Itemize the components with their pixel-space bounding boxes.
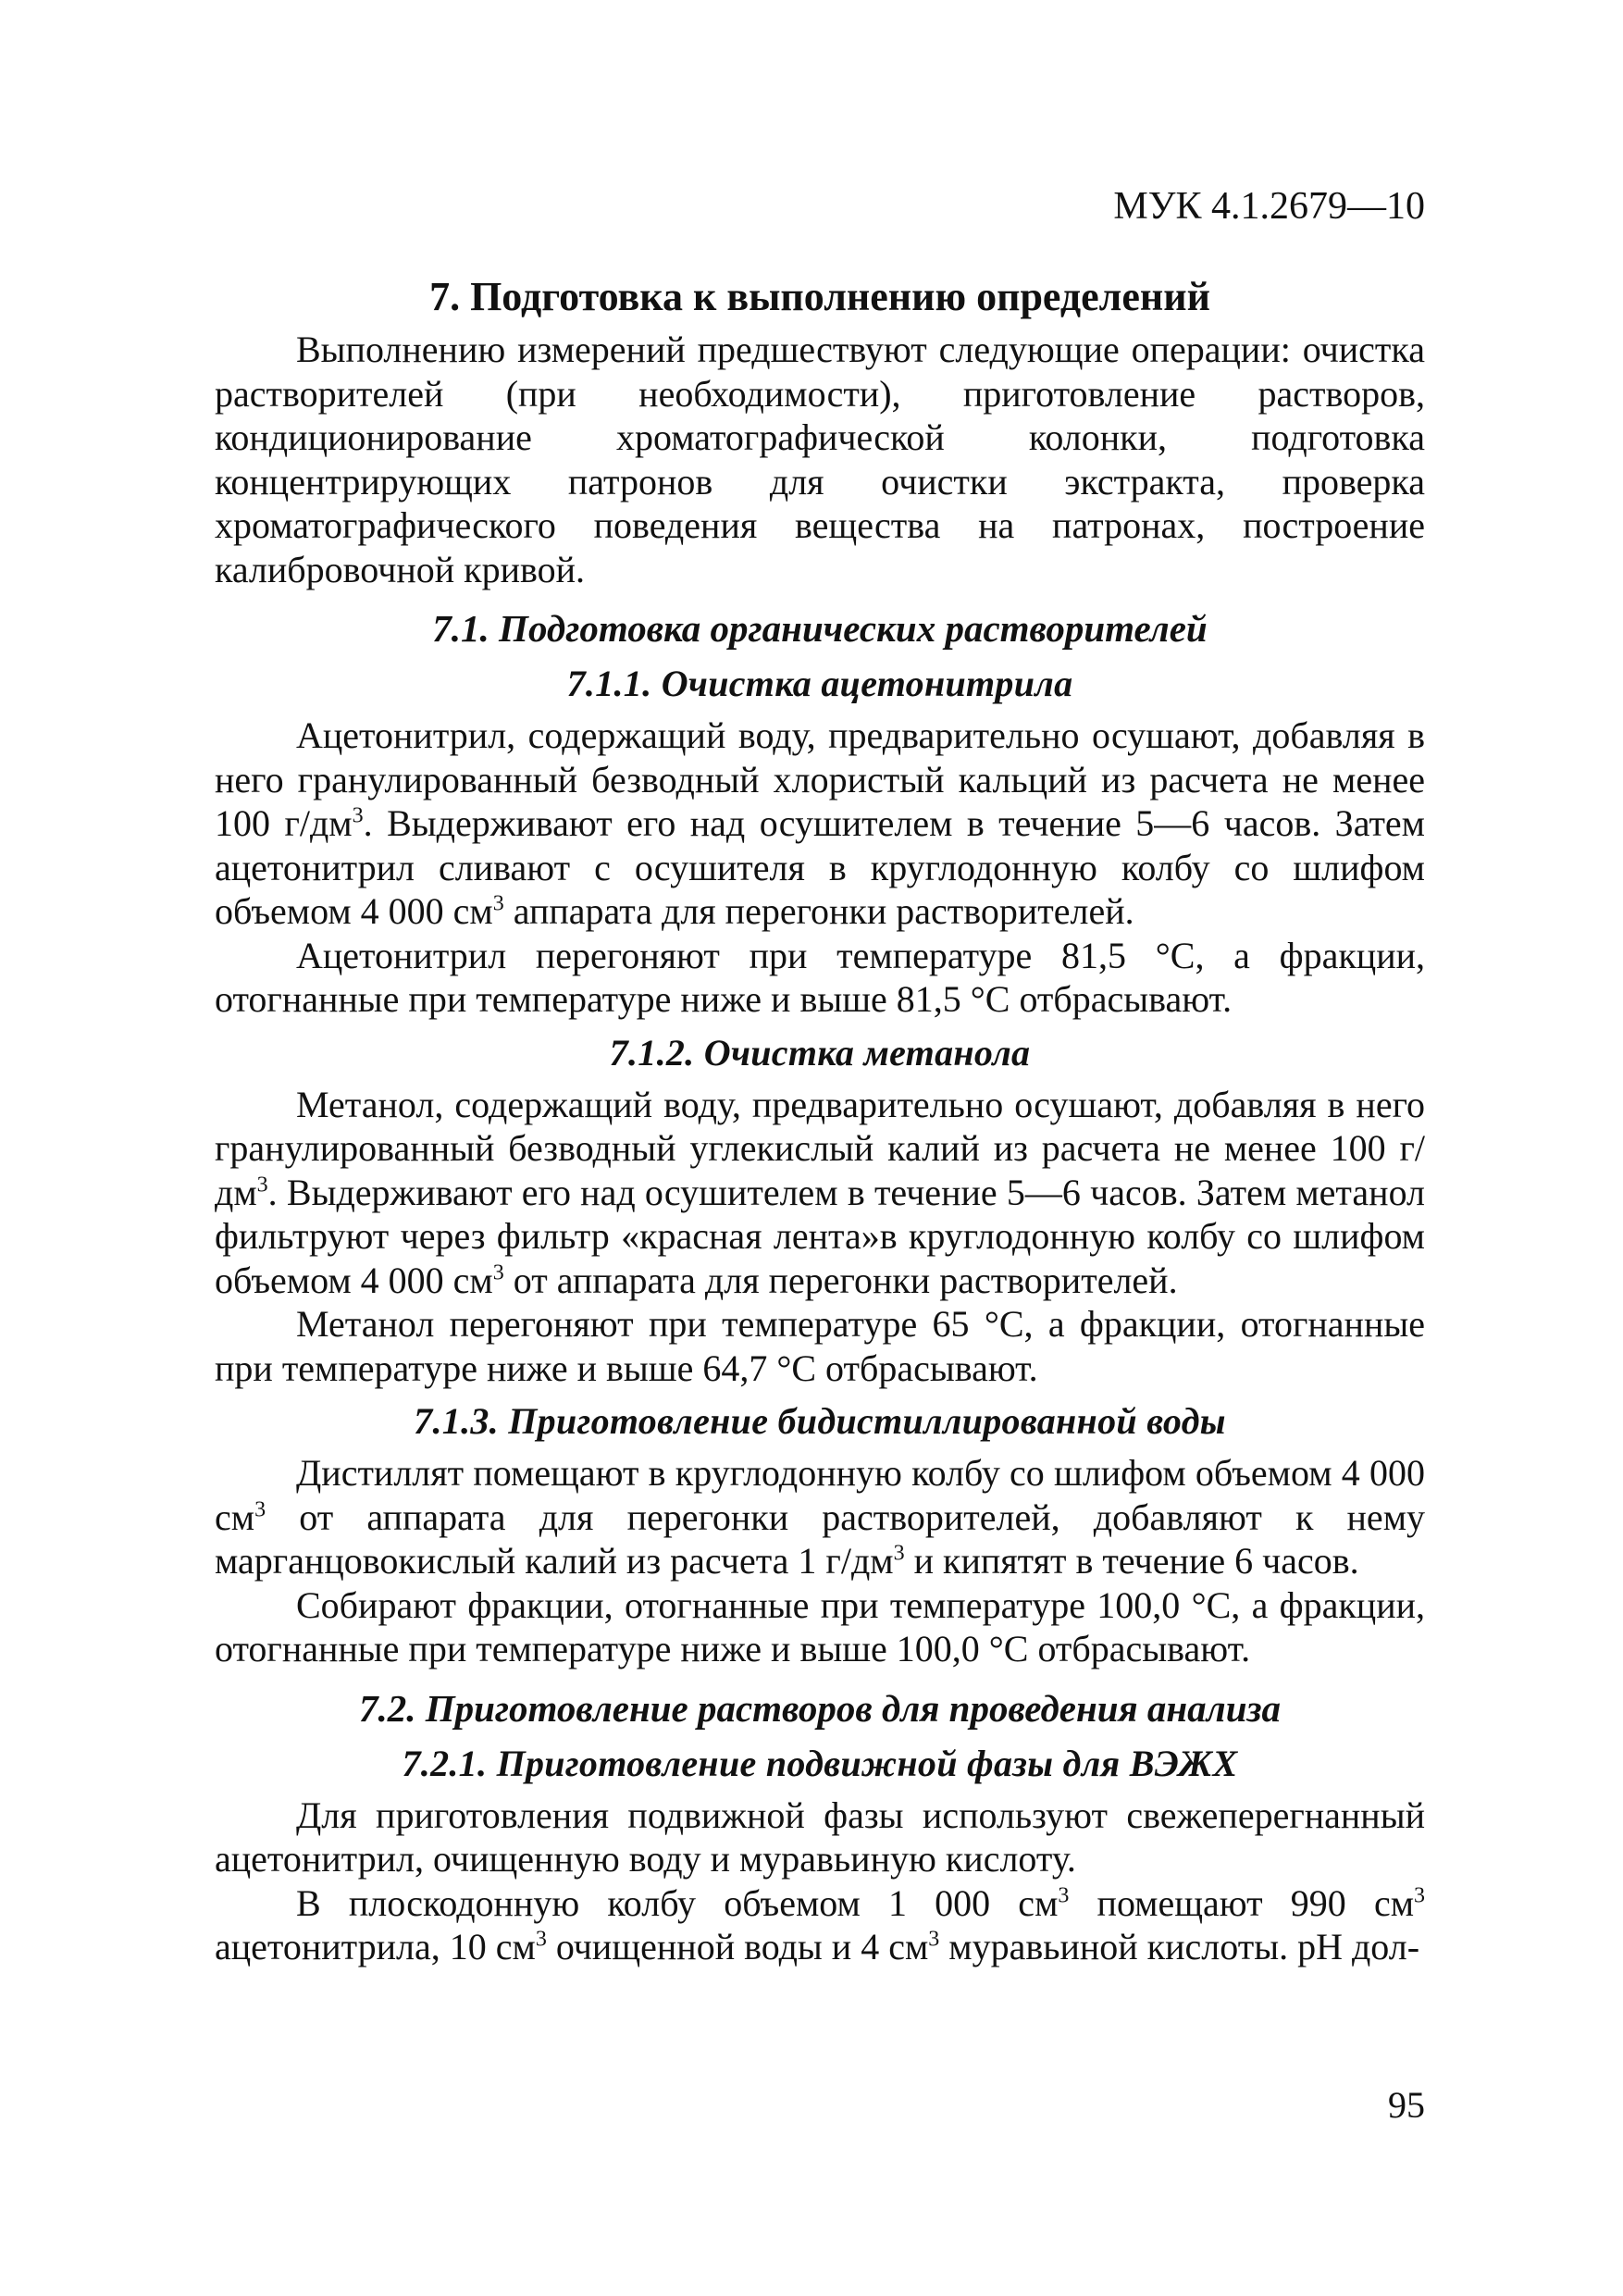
section-7-1-1-title: 7.1.1. Очистка ацетонитрила: [566, 663, 1073, 704]
section-7-1-2-paragraph-2: Метанол перегоняют при температуре 65 °С, а фракции, отогнанные при температуре ниже и выше 64,7 °С отбрасывают.: [215, 1303, 1425, 1389]
section-7-1-1-paragraph-2: Ацетонитрил перегоняют при температуре 81,5 °С, а фракции, отогнанные при температуре ниже и выше 81,5 °С отбрасывают.: [215, 934, 1425, 1020]
text-fragment: помещают 990 см: [1069, 1881, 1415, 1924]
text-fragment: и кипятят в течение 6 часов.: [904, 1540, 1359, 1582]
section-7-2-title: 7.2. Приготовление растворов для проведения анализа: [358, 1686, 1282, 1730]
superscript: 3: [492, 1260, 504, 1285]
superscript: 3: [254, 1497, 266, 1522]
section-7-intro: Выполнению измерений предшествуют следующие операции: очистка растворителей (при необходимости), приготовление растворов, кондиционирование хроматографической колонки, подготовка концентрирующих патронов для очистки экстракта, проверка хроматографического поведения вещества на патронах, построение калибровочной кривой.: [215, 329, 1425, 590]
text-fragment: аппарата для перегонки растворителей.: [503, 890, 1134, 932]
text-fragment: Ацетонитрил, содержащий воду, предварительно осушают, добавляя в него гранулированный безводный хлористый кальций из расчета не менее 100 г/дм: [215, 714, 1425, 844]
text-fragment: Метанол, содержащий воду, предварительно осушают, добавляя в него гранулированный безводный углекислый калий из расчета не менее 100 г/дм: [215, 1083, 1425, 1213]
section-7-2-1-title: 7.2.1. Приготовление подвижной фазы для ВЭЖХ: [402, 1742, 1238, 1784]
superscript: 3: [256, 1173, 268, 1198]
text-fragment: . Выдерживают его над осушителем в течение 5—6 часов. Затем ацетонитрил сливают с осушителя в круглодонную колбу со шлифом объемом 4 000 см: [215, 802, 1425, 932]
text-fragment: Дистиллят помещают в круглодонную колбу со шлифом объемом 4 000 см: [215, 1452, 1425, 1538]
superscript: 3: [1058, 1883, 1070, 1908]
superscript: 3: [1414, 1883, 1426, 1908]
page-number: 95: [1388, 2084, 1425, 2126]
superscript: 3: [928, 1927, 940, 1952]
superscript: 3: [492, 891, 504, 916]
section-7-2-1-paragraph-2: [215, 1881, 1425, 1969]
text-fragment: . Выдерживают его над осушителем в течение 5—6 часов. Затем метанол фильтруют через фильтр «красная лента»в круглодонную колбу со шлифом объемом 4 000 см: [215, 1171, 1425, 1301]
section-7-1-1-paragraph-1: [215, 714, 1425, 934]
superscript: 3: [535, 1927, 547, 1952]
page-content: [215, 270, 1425, 1969]
section-7-1-2-title: 7.1.2. Очистка метанола: [609, 1031, 1031, 1074]
superscript: 3: [352, 803, 364, 828]
document-code: МУК 4.1.2679—10: [1113, 185, 1425, 228]
section-7-1-title: 7.1. Подготовка органических растворителей: [432, 607, 1208, 650]
text-fragment: от аппарата для перегонки растворителей, добавляют к нему марганцовокислый калий из расчета 1 г/дм: [215, 1496, 1425, 1582]
text-fragment: В плоскодонную колбу объемом 1 000 см: [296, 1881, 1059, 1924]
text-fragment: муравьиной кислоты. pH дол-: [939, 1926, 1420, 1967]
section-7-1-3-paragraph-1: [215, 1451, 1425, 1583]
superscript: 3: [893, 1541, 905, 1566]
section-7-title: 7. Подготовка к выполнению определений: [429, 274, 1210, 319]
section-7-1-2-paragraph-1: [215, 1083, 1425, 1303]
text-fragment: очищенной воды и 4 см: [546, 1926, 929, 1967]
section-7-1-3-paragraph-2: Собирают фракции, отогнанные при температуре 100,0 °С, а фракции, отогнанные при температуре ниже и выше 100,0 °С отбрасывают.: [215, 1583, 1425, 1669]
text-fragment: ацетонитрила, 10 см: [215, 1926, 536, 1967]
section-7-2-1-paragraph-1: Для приготовления подвижной фазы используют свежеперегнанный ацетонитрил, очищенную воду и муравьиную кислоту.: [215, 1793, 1425, 1880]
section-7-1-3-title: 7.1.3. Приготовление бидистиллированной воды: [414, 1400, 1226, 1442]
text-fragment: от аппарата для перегонки растворителей.: [503, 1259, 1178, 1301]
